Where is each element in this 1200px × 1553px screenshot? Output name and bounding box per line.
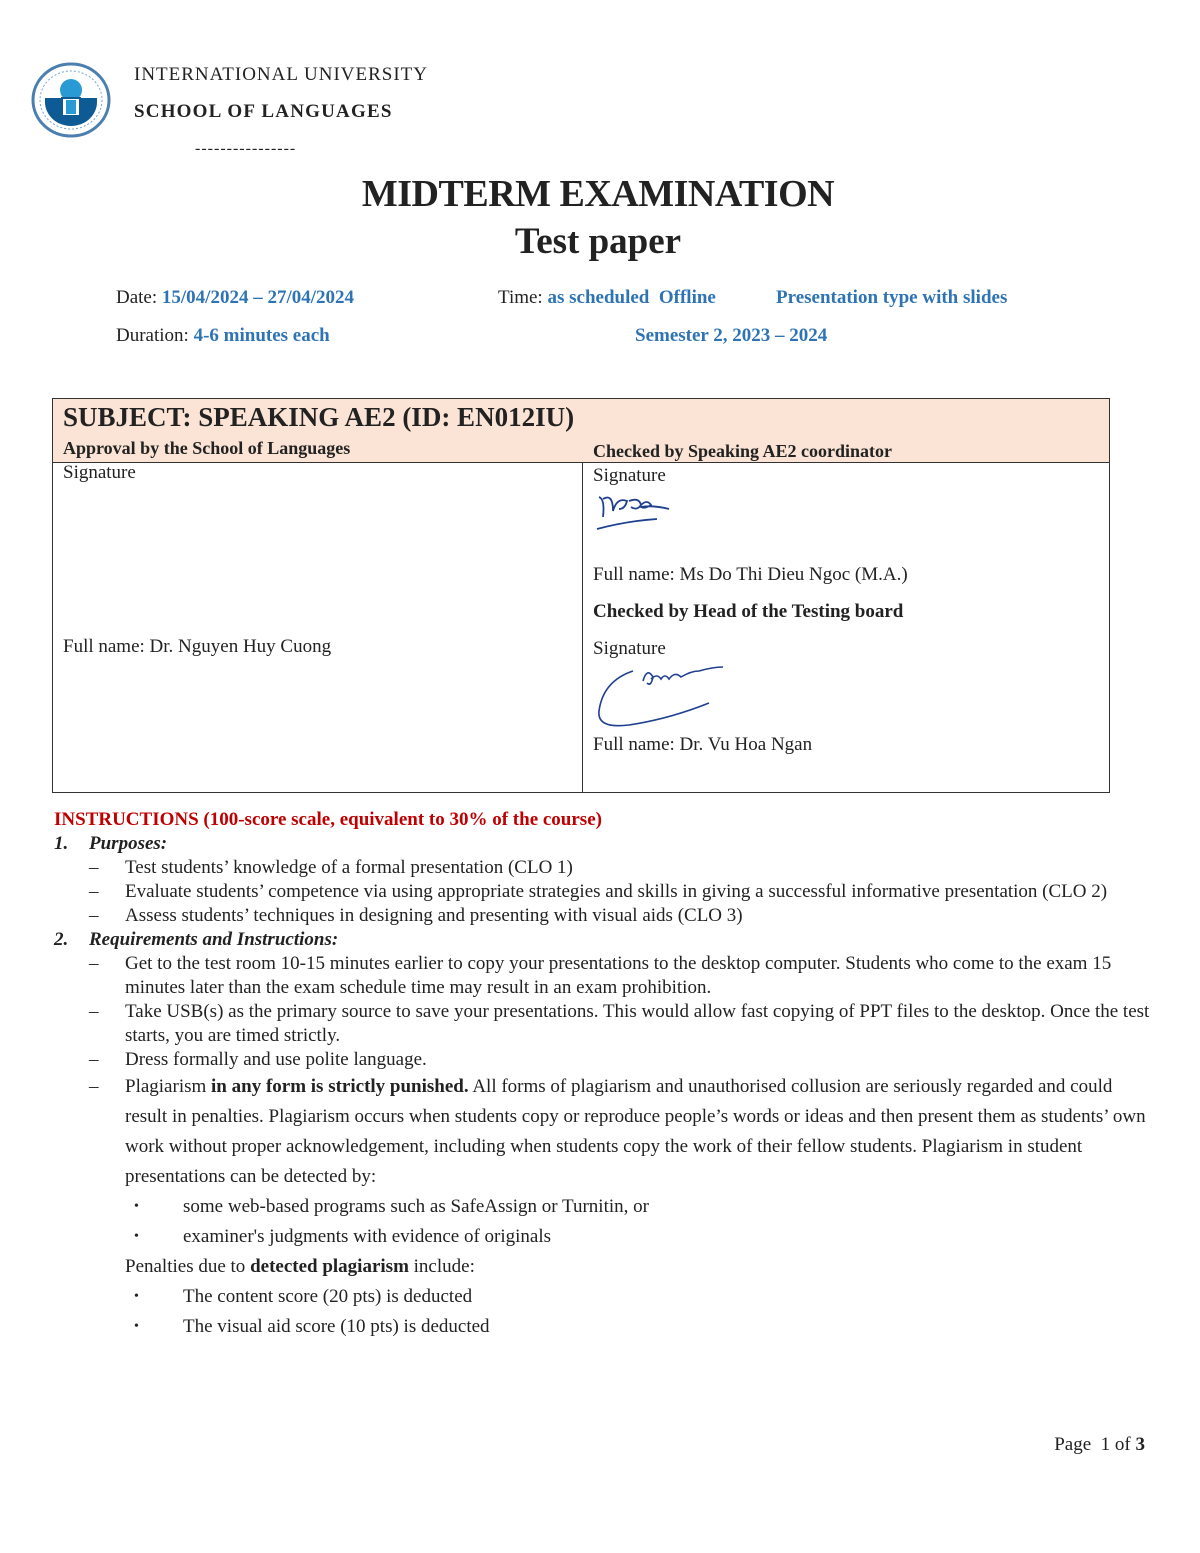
page-prefix: Page 1 of [1054,1434,1136,1455]
subject-title: SUBJECT: SPEAKING AE2 (ID: EN012IU) [63,402,575,432]
penalties-intro [54,1252,1154,1282]
approval-table [52,398,1110,793]
date-info [116,287,354,309]
item-text: The visual aid score (10 pts) is deducted [183,1316,490,1337]
duration-info [116,325,330,347]
right-full-name: Full name: Ms Do Thi Dieu Ngoc (M.A.) [593,564,908,585]
item-text: Take USB(s) as the primary source to save your presentations. This would allow fast copying of PPT files to the desktop. Once the test starts, you are timed strictly. [125,1001,1150,1046]
left-full-name: Full name: Dr. Nguyen Huy Cuong [63,636,332,657]
separator: ---------------- [195,140,297,157]
plagiarism-text: All forms of plagiarism and unauthorised collusion are seriously regarded and could result in penalties. Plagiarism occurs when students copy or reproduce people’s words or ideas and then present them as students’ own work without proper acknowledgement, including when students copy the work of their fellow students. Plagiarism in student presentations can be detected by: [125,1076,1146,1187]
section-title: Requirements and Instructions: [89,929,339,950]
time-label: Time: [498,287,548,308]
coordinator-signature [593,487,683,537]
head-full-name: Full name: Dr. Vu Hoa Ngan [593,734,813,755]
head-signature-label: Signature [593,638,666,659]
section-number: 1. [54,833,69,854]
plagiarism-item [54,1072,1154,1192]
detection-item [54,1222,1154,1252]
item-text: some web-based programs such as SafeAssign or Turnitin, or [183,1196,649,1217]
penalty-item [54,1282,1154,1312]
item-text: Assess students’ techniques in designing and presenting with visual aids (CLO 3) [125,905,743,926]
section-title: Purposes: [89,833,168,854]
dash-marker: – [89,953,99,974]
list-item [54,1048,1154,1072]
instructions [54,808,1154,1342]
section-requirements [54,928,1154,952]
school-name: SCHOOL OF LANGUAGES [134,101,393,122]
list-item [54,1000,1154,1048]
plagiarism-bold: in any form is strictly punished. [211,1076,469,1097]
list-item [54,904,1154,928]
exam-type: Presentation type with slides [776,287,1008,308]
time-value: as scheduled Offline [547,287,716,308]
dash-marker: – [89,1001,99,1022]
item-text: Dress formally and use polite language. [125,1049,427,1070]
right-header: Checked by Speaking AE2 coordinator [593,441,893,461]
duration-value: 4-6 minutes each [193,325,330,346]
list-item [54,856,1154,880]
penalties-prefix: Penalties due to [125,1256,251,1277]
plagiarism-prefix: Plagiarism [125,1076,212,1097]
dash-marker: – [89,1049,99,1070]
item-text: examiner's judgments with evidence of originals [183,1226,552,1247]
penalty-item [54,1312,1154,1342]
column-divider [582,462,583,792]
table-header [53,399,1109,463]
penalties-suffix: include: [408,1256,475,1277]
head-header: Checked by Head of the Testing board [593,601,904,622]
head-signature [593,661,733,733]
date-value: 15/04/2024 – 27/04/2024 [161,287,355,308]
instructions-heading: INSTRUCTIONS (100-score scale, equivalent to 30% of the course) [54,809,602,830]
bullet-marker: • [134,1289,139,1304]
item-text: Evaluate students’ competence via using appropriate strategies and skills in giving a successful informative presentation (CLO 2) [125,881,1108,902]
section-purposes [54,832,1154,856]
right-signature-label: Signature [593,465,666,486]
list-item [54,880,1154,904]
date-label: Date: [116,287,162,308]
dash-marker: – [89,1076,99,1097]
detection-item [54,1192,1154,1222]
university-name: INTERNATIONAL UNIVERSITY [134,64,429,85]
duration-label: Duration: [116,325,194,346]
list-item [54,952,1154,1000]
bullet-marker: • [134,1319,139,1334]
page-number [1054,1434,1145,1456]
dash-marker: – [89,905,99,926]
bullet-marker: • [134,1199,139,1214]
item-text: Test students’ knowledge of a formal presentation (CLO 1) [125,857,573,878]
semester: Semester 2, 2023 – 2024 [635,325,828,346]
bullet-marker: • [134,1229,139,1244]
penalties-bold: detected plagiarism [250,1256,409,1277]
left-signature-label: Signature [63,462,136,483]
section-number: 2. [54,929,69,950]
time-info [498,287,716,309]
dash-marker: – [89,857,99,878]
item-text: The content score (20 pts) is deducted [183,1286,473,1307]
left-header: Approval by the School of Languages [63,438,351,458]
exam-subtitle: Test paper [514,221,682,262]
page-total: 3 [1135,1434,1145,1455]
dash-marker: – [89,881,99,902]
item-text: Get to the test room 10-15 minutes earlier to copy your presentations to the desktop computer. Students who come to the exam 15 minutes later than the exam schedule time may result in an exam prohibition. [125,953,1112,998]
exam-title: MIDTERM EXAMINATION [361,173,835,215]
university-seal-icon [31,62,111,138]
